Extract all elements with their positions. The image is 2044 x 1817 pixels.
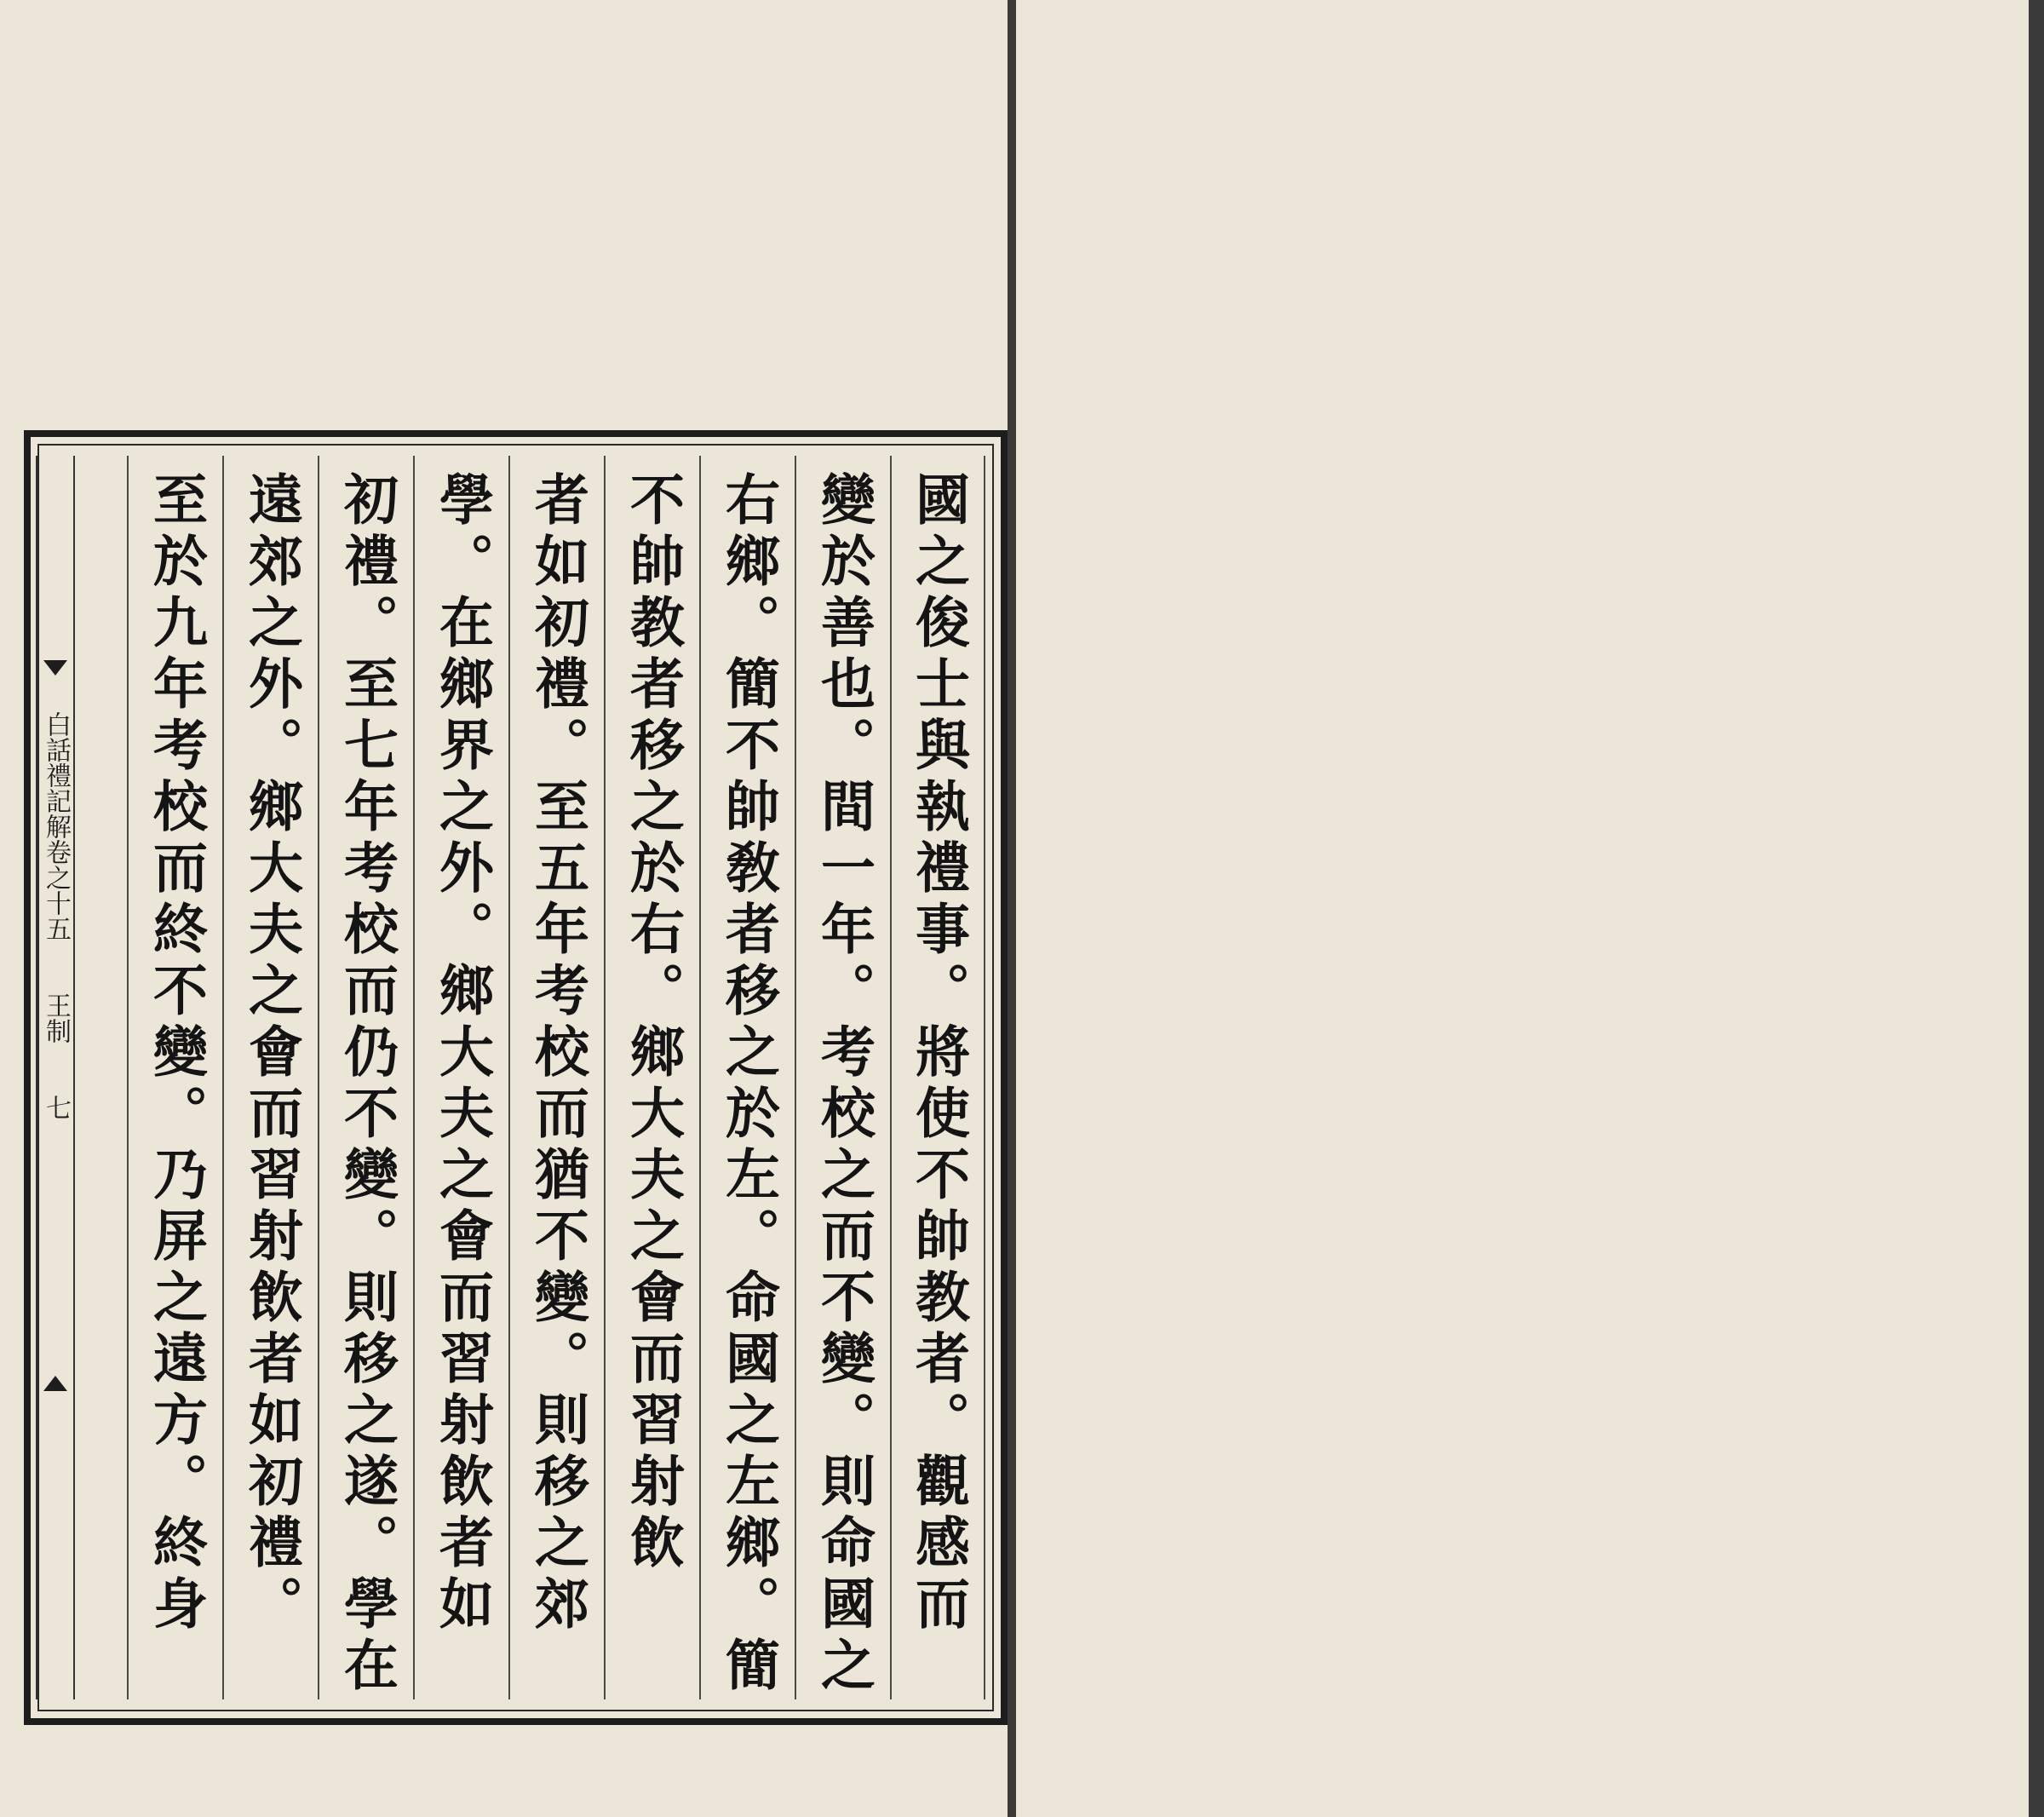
text-column [127, 456, 222, 1699]
column-text: 至於九年考校而終不變。乃屏之遠方。終身 [144, 471, 208, 1636]
left-text-columns [75, 456, 985, 1699]
text-column [890, 456, 985, 1699]
column-text: 初禮。至七年考校而仍不變。則移之遂。學在 [335, 471, 399, 1698]
column-text: 變於善也。間一年。考校之而不變。則命國之 [812, 471, 876, 1698]
text-column [604, 456, 699, 1699]
text-column [508, 456, 604, 1699]
fishtail-bottom-mark [43, 1376, 67, 1391]
column-text: 不帥教者移之於右。鄉大夫之會而習射飲 [621, 471, 685, 1575]
text-column [795, 456, 890, 1699]
text-column [318, 456, 413, 1699]
book-edge [2029, 0, 2044, 1817]
left-fold-page-number: 七 [41, 1095, 71, 1120]
column-text: 遠郊之外。鄉大夫之會而習射飲者如初禮。 [239, 471, 303, 1636]
left-fold-section: 王制 [41, 992, 71, 1044]
text-column [222, 456, 318, 1699]
column-text: 學。在鄉界之外。鄉大夫之會而習射飲者如 [430, 471, 494, 1636]
left-page-frame [24, 430, 1008, 1725]
fishtail-top-mark [43, 660, 67, 676]
left-fold-margin [36, 456, 75, 1699]
column-text: 國之俊士與執禮事。將使不帥教者。觀感而 [906, 471, 970, 1636]
text-column [699, 456, 795, 1699]
left-page [0, 0, 1008, 1817]
left-fold-title: 白話禮記解卷之十五 [41, 711, 71, 941]
right-page [1016, 0, 2044, 1817]
column-text: 右鄉。簡不帥敎者移之於左。命國之左鄉。簡 [716, 471, 780, 1698]
column-text: 者如初禮。至五年考校而猶不變。則移之郊 [525, 471, 589, 1636]
text-column [413, 456, 508, 1699]
book-gutter [1008, 0, 1016, 1817]
